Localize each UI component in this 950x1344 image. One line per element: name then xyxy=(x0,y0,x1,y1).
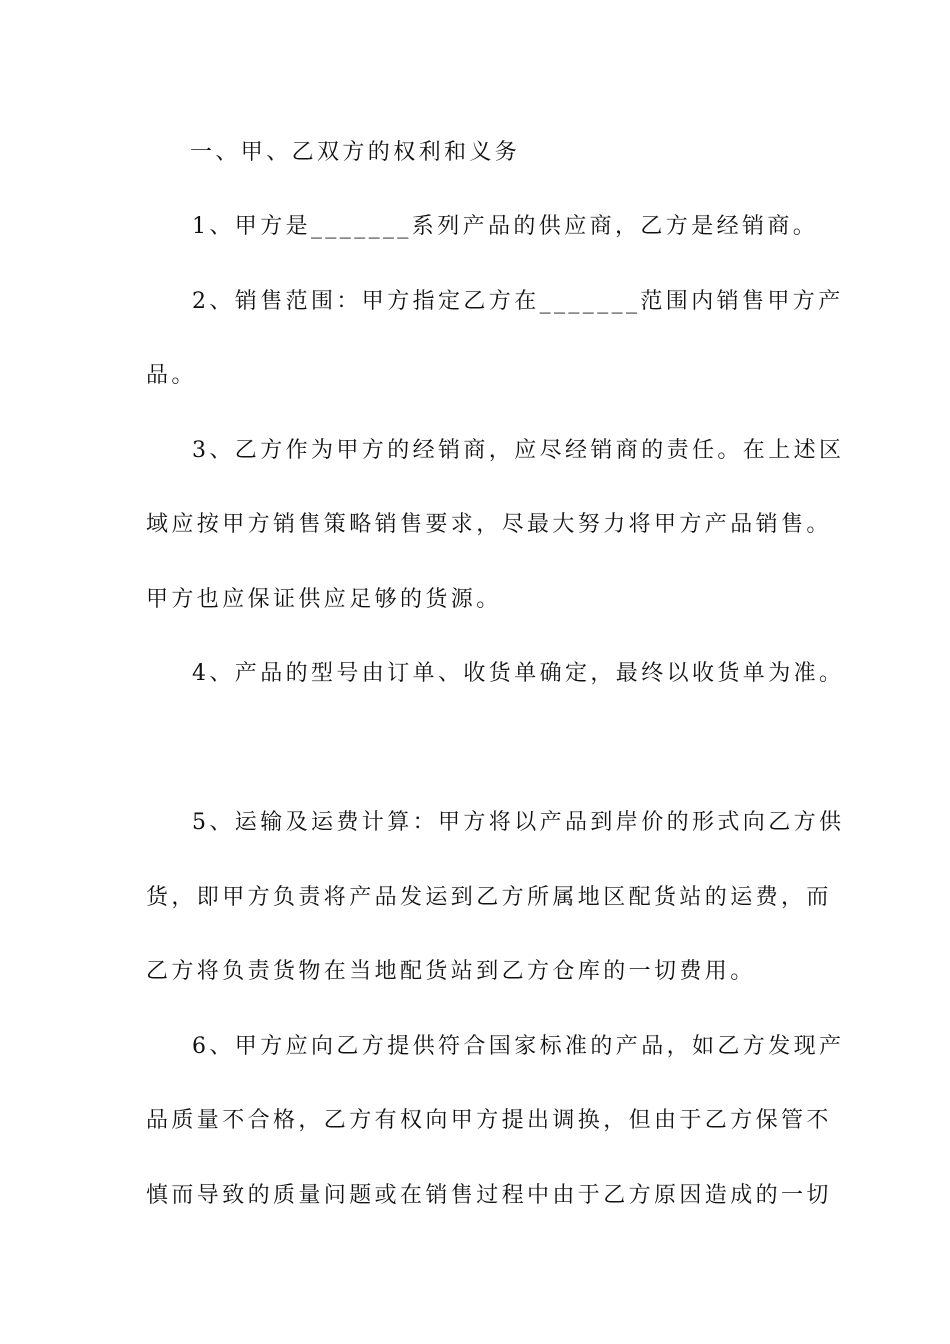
clause-5-line-3: 乙方将负责货物在当地配货站到乙方仓库的一切费用。 xyxy=(146,959,756,984)
clause-1-line-1: 1、甲方是_______系列产品的供应商，乙方是经销商。 xyxy=(192,214,819,239)
section-heading: 一、甲、乙双方的权利和义务 xyxy=(190,140,521,165)
clause-3-line-1: 3、乙方作为甲方的经销商，应尽经销商的责任。在上述区 xyxy=(192,438,845,463)
clause-4-line-1: 4、产品的型号由订单、收货单确定，最终以收货单为准。 xyxy=(192,661,845,686)
clause-6-line-2: 品质量不合格，乙方有权向甲方提出调换，但由于乙方保管不 xyxy=(146,1108,832,1133)
clause-5-line-1: 5、运输及运费计算：甲方将以产品到岸价的形式向乙方供 xyxy=(192,810,845,835)
clause-2-line-1: 2、销售范围：甲方指定乙方在_______范围内销售甲方产 xyxy=(192,289,844,314)
clause-2-line-2: 品。 xyxy=(146,363,197,388)
clause-3-line-2: 域应按甲方销售策略销售要求，尽最大努力将甲方产品销售。 xyxy=(146,512,832,537)
clause-6-line-3: 慎而导致的质量问题或在销售过程中由于乙方原因造成的一切 xyxy=(146,1183,832,1208)
clause-6-line-1: 6、甲方应向乙方提供符合国家标准的产品，如乙方发现产 xyxy=(192,1034,845,1059)
clause-3-line-3: 甲方也应保证供应足够的货源。 xyxy=(146,587,502,612)
clause-5-line-2: 货，即甲方负责将产品发运到乙方所属地区配货站的运费，而 xyxy=(146,885,832,910)
